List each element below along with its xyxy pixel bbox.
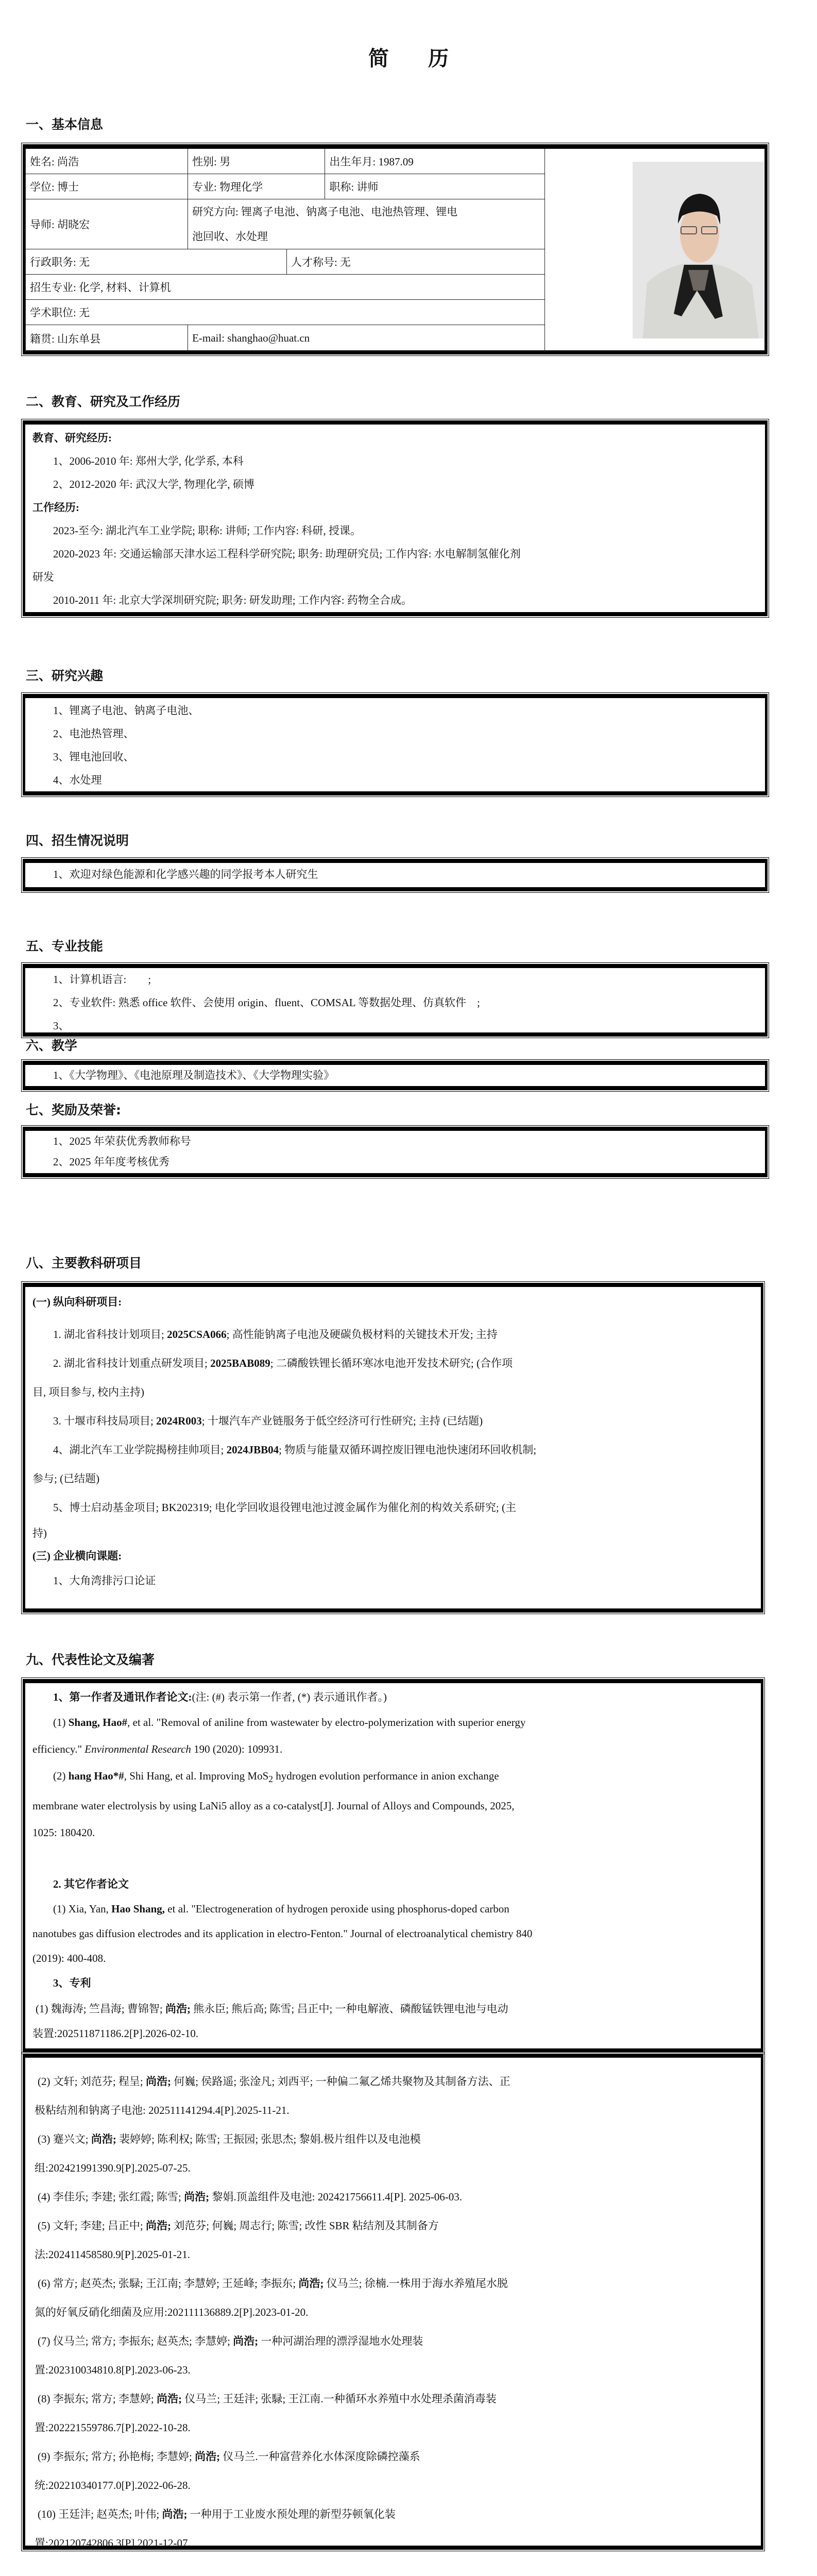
author-highlight: 尚浩; <box>195 2450 220 2463</box>
author-highlight: hang Hao*# <box>68 1770 124 1782</box>
patent-item: (5) 文轩; 李建; 吕正中; 尚浩; 刘范芬; 何巍; 周志行; 陈雪; 改性 SBR 粘结剂及其制备方 <box>38 2219 439 2232</box>
patent-item: (2) 文轩; 刘范芬; 程呈; 尚浩; 何巍; 侯路遥; 张淦凡; 刘西平; 一种偏二氟乙烯共聚物及其制备方法、正 <box>38 2075 510 2088</box>
other-author-heading: 2. 其它作者论文 <box>53 1878 129 1891</box>
paper-item: (1) Shang, Hao#, et al. "Removal of aniline from wastewater by electro-polymerization with superior energy <box>53 1716 526 1728</box>
name-cell: 姓名: 尚浩 <box>26 149 188 174</box>
author-highlight: 尚浩; <box>165 2003 191 2015</box>
section-heading-enrollment: 四、招生情况说明 <box>26 833 129 848</box>
skill-item: 1、计算机语言: ; <box>53 973 151 986</box>
patent-item: (8) 李振东; 常方; 李慧婷; 尚浩; 仪马兰; 王廷沣; 张騄; 王江南.一种循环水养殖中水处理杀菌消毒装 <box>38 2393 497 2405</box>
papers-box <box>23 1679 763 2053</box>
interests-box <box>23 694 768 795</box>
education-item: 1、2006-2010 年: 郑州大学, 化学系, 本科 <box>53 455 244 467</box>
author-highlight: 尚浩; <box>91 2133 116 2145</box>
interest-item: 1、锂离子电池、钠离子电池、 <box>53 704 199 717</box>
patent-item: (3) 蹇兴文; 尚浩; 裴婷婷; 陈利权; 陈雪; 王振园; 张思杰; 黎娟.极片组件以及电池模 <box>38 2133 421 2145</box>
portrait-photo <box>633 162 764 338</box>
patent-item: (4) 李佳乐; 李建; 张红霞; 陈雪; 尚浩; 黎娟.顶盖组件及电池: 202421756611.4[P]. 2025-06-03. <box>38 2191 463 2203</box>
skill-item: 2、专业软件: 熟悉 office 软件、会使用 origin、fluent、COMSAL 等数据处理、仿真软件 ; <box>53 996 480 1009</box>
work-item-continued: 研发 <box>32 571 54 583</box>
patent-item-continued: 极粘结剂和钠离子电池: 202511141294.4[P].2025-11-21. <box>35 2104 290 2116</box>
patent-heading: 3、专利 <box>53 1977 91 1990</box>
author-highlight: Shang, Hao# <box>68 1716 128 1728</box>
work-item: 2010-2011 年: 北京大学深圳研究院; 职务: 研发助理; 工作内容: 药物全合成。 <box>53 594 412 606</box>
author-highlight: 尚浩; <box>298 2277 324 2290</box>
enrollment-box <box>23 859 768 891</box>
section-heading-basic: 一、基本信息 <box>26 117 104 132</box>
paper-item-continued: efficiency." Environmental Research 190 (2020): 109931. <box>32 1743 283 1755</box>
project-item: 3. 十堰市科技局项目; 2024R003; 十堰汽车产业链服务于低空经济可行性研究; 主持 (已结题) <box>53 1415 483 1427</box>
work-label: 工作经历: <box>32 501 79 514</box>
project-item: 5、博士启动基金项目; BK202319; 电化学回收退役锂电池过渡金属作为催化剂的构效关系研究; (主 <box>53 1501 516 1514</box>
horizontal-projects-label: (三) 企业横向课题: <box>32 1550 122 1562</box>
section-heading-projects: 八、主要教科研项目 <box>26 1256 142 1270</box>
patent-item-continued: 装置:202511871186.2[P].2026-02-10. <box>32 2027 199 2040</box>
interest-item: 3、锂电池回收、 <box>53 751 134 763</box>
section-heading-awards: 七、奖励及荣誉: <box>26 1103 121 1117</box>
patents-box <box>23 2054 763 2550</box>
education-label: 教育、研究经历: <box>32 432 112 444</box>
rank-cell: 职称: 讲师 <box>325 174 545 199</box>
author-highlight: 尚浩; <box>162 2508 188 2520</box>
patent-item-continued: 置:202120742806.3[P].2021-12-07. <box>35 2537 191 2549</box>
author-highlight: Hao Shang, <box>111 1903 165 1916</box>
project-item-continued: 参与; (已结题) <box>32 1472 100 1485</box>
research-direction-line-2: 池回收、水处理 <box>192 230 268 243</box>
skill-item: 3、 <box>53 1020 70 1032</box>
research-direction-line-1: 研究方向: 锂离子电池、钠离子电池、电池热管理、锂电 <box>192 206 458 218</box>
title-char-1: 简 <box>368 47 389 70</box>
admin-post-cell: 行政职务: 无 <box>26 249 287 275</box>
paper-item: (2) hang Hao*#, Shi Hang, et al. Improving MoS$_2$ hydrogen evolution performance in anion exchange <box>53 1770 499 1785</box>
section-heading-papers: 九、代表性论文及编著 <box>26 1652 155 1667</box>
teaching-box <box>23 1061 768 1090</box>
author-highlight: 尚浩; <box>157 2393 182 2405</box>
awards-box <box>23 1127 768 1177</box>
award-item: 1、2025 年荣获优秀教师称号 <box>53 1135 191 1147</box>
author-highlight: 尚浩; <box>184 2191 210 2203</box>
paper-item-continued: membrane water electrolysis by using LaNi5 alloy as a co-catalyst[J]. Journal of Alloys and Compounds, 2025, <box>32 1800 515 1812</box>
horizontal-project-item: 1、大角湾排污口论证 <box>53 1574 156 1587</box>
paper-item: (1) Xia, Yan, Hao Shang, et al. "Electrogeneration of hydrogen peroxide using phosphorus-doped carbon <box>53 1903 509 1916</box>
enrollment-item: 1、欢迎对绿色能源和化学感兴趣的同学报考本人研究生 <box>53 868 318 880</box>
section-heading-interests: 三、研究兴趣 <box>26 668 104 683</box>
interest-item: 2、电池热管理、 <box>53 727 134 740</box>
teaching-item: 1、《大学物理》、《电池原理及制造技术》、《大学物理实验》 <box>53 1069 334 1081</box>
degree-cell: 学位: 博士 <box>26 174 188 199</box>
section-heading-education: 二、教育、研究及工作经历 <box>26 394 181 409</box>
enroll-major-cell: 招生专业: 化学, 材料、计算机 <box>26 275 545 300</box>
origin-cell: 籍贯: 山东单县 <box>26 325 188 352</box>
project-code: BK202319 <box>161 1501 209 1514</box>
project-code: 2025BAB089 <box>210 1357 270 1369</box>
author-highlight: 尚浩; <box>233 2335 259 2347</box>
interest-item: 4、水处理 <box>53 774 102 786</box>
research-direction-cell <box>188 199 545 249</box>
email-cell: E-mail: shanghao@huat.cn <box>188 325 545 352</box>
patent-item: (10) 王廷沣; 赵英杰; 叶伟; 尚浩; 一种用于工业废水预处理的新型芬顿氧化装 <box>38 2508 396 2520</box>
project-item-continued: 目, 项目参与, 校内主持) <box>32 1386 144 1398</box>
gender-cell: 性别: 男 <box>188 149 325 174</box>
patent-item-continued: 统:202210340177.0[P].2022-06-28. <box>35 2479 191 2492</box>
paper-item-continued: 1025: 180420. <box>32 1826 95 1839</box>
patent-item-continued: 法:202411458580.9[P].2025-01-21. <box>35 2248 190 2261</box>
advisor-cell: 导师: 胡晓宏 <box>26 199 188 249</box>
project-code: 2024JBB04 <box>226 1444 279 1456</box>
project-item: 2. 湖北省科技计划重点研发项目; 2025BAB089; 二磷酸铁锂长循环寒冰电池开发技术研究; (合作项 <box>53 1357 513 1369</box>
education-box <box>23 420 768 616</box>
birth-cell: 出生年月: 1987.09 <box>325 149 545 174</box>
author-highlight: 尚浩; <box>146 2075 171 2088</box>
project-item-continued: 持) <box>32 1527 47 1539</box>
vertical-projects-label: (一) 纵向科研项目: <box>32 1296 122 1308</box>
patent-item: (1) 魏海涛; 竺昌海; 曹锦智; 尚浩; 熊永臣; 熊后高; 陈雪; 吕正中; 一种电解液、磷酸锰铁锂电池与电动 <box>36 2003 508 2015</box>
paper-item-continued: nanotubes gas diffusion electrodes and its application in electro-Fenton." Journal of electroanalytical chemistry 840 <box>32 1927 533 1940</box>
title-char-2: 历 <box>428 47 449 70</box>
patent-item: (9) 李振东; 常方; 孙艳梅; 李慧婷; 尚浩; 仪马兰.一种富营养化水体深度除磷控藻系 <box>38 2450 420 2463</box>
skills-box <box>23 964 768 1037</box>
academic-post-cell: 学术职位: 无 <box>26 300 545 325</box>
work-item: 2023-至今: 湖北汽车工业学院; 职称: 讲师; 工作内容: 科研, 授课。 <box>53 524 361 537</box>
patent-item-continued: 置:202221559786.7[P].2022-10-28. <box>35 2421 191 2434</box>
patent-item-continued: 组:202421991390.9[P].2025-07-25. <box>35 2162 191 2174</box>
patent-item-continued: 氮的好氧反硝化细菌及应用:202111136889.2[P].2023-01-20. <box>35 2306 309 2318</box>
project-item: 4、湖北汽车工业学院揭榜挂帅项目; 2024JBB04; 物质与能量双循环调控废旧锂电池快速闭环回收机制; <box>53 1444 537 1456</box>
section-heading-skills: 五、专业技能 <box>26 939 104 954</box>
patent-item: (7) 仪马兰; 常方; 李振东; 赵英杰; 李慧婷; 尚浩; 一种河湖治理的漂浮湿地水处理装 <box>38 2335 423 2347</box>
work-item: 2020-2023 年: 交通运输部天津水运工程科学研究院; 职务: 助理研究员; 工作内容: 水电解制氢催化剂 <box>53 548 521 560</box>
journal-name: Environmental Research <box>84 1743 191 1755</box>
patent-item-continued: 置:202310034810.8[P].2023-06-23. <box>35 2364 191 2376</box>
project-item: 1. 湖北省科技计划项目; 2025CSA066; 高性能钠离子电池及硬碳负极材料的关键技术开发; 主持 <box>53 1328 498 1341</box>
project-code: 2024R003 <box>156 1415 202 1427</box>
award-item: 2、2025 年年度考核优秀 <box>53 1156 169 1168</box>
project-code: 2025CSA066 <box>167 1328 227 1341</box>
talent-title-cell: 人才称号: 无 <box>286 249 544 275</box>
projects-box <box>23 1283 763 1613</box>
section-heading-teaching: 六、教学 <box>26 1038 78 1053</box>
author-highlight: 尚浩; <box>146 2219 171 2232</box>
portrait-image <box>633 162 764 338</box>
patent-item: (6) 常方; 赵英杰; 张騄; 王江南; 李慧婷; 王延峰; 李振东; 尚浩; 仪马兰; 徐楠.一株用于海水养殖尾水脱 <box>38 2277 508 2290</box>
major-cell: 专业: 物理化学 <box>188 174 325 199</box>
document-title <box>0 42 817 72</box>
education-item: 2、2012-2020 年: 武汉大学, 物理化学, 硕博 <box>53 478 254 490</box>
paper-item-continued: (2019): 400-408. <box>32 1952 106 1965</box>
first-author-heading: 1、第一作者及通讯作者论文:(注: (#) 表示第一作者, (*) 表示通讯作者。) <box>53 1691 387 1703</box>
